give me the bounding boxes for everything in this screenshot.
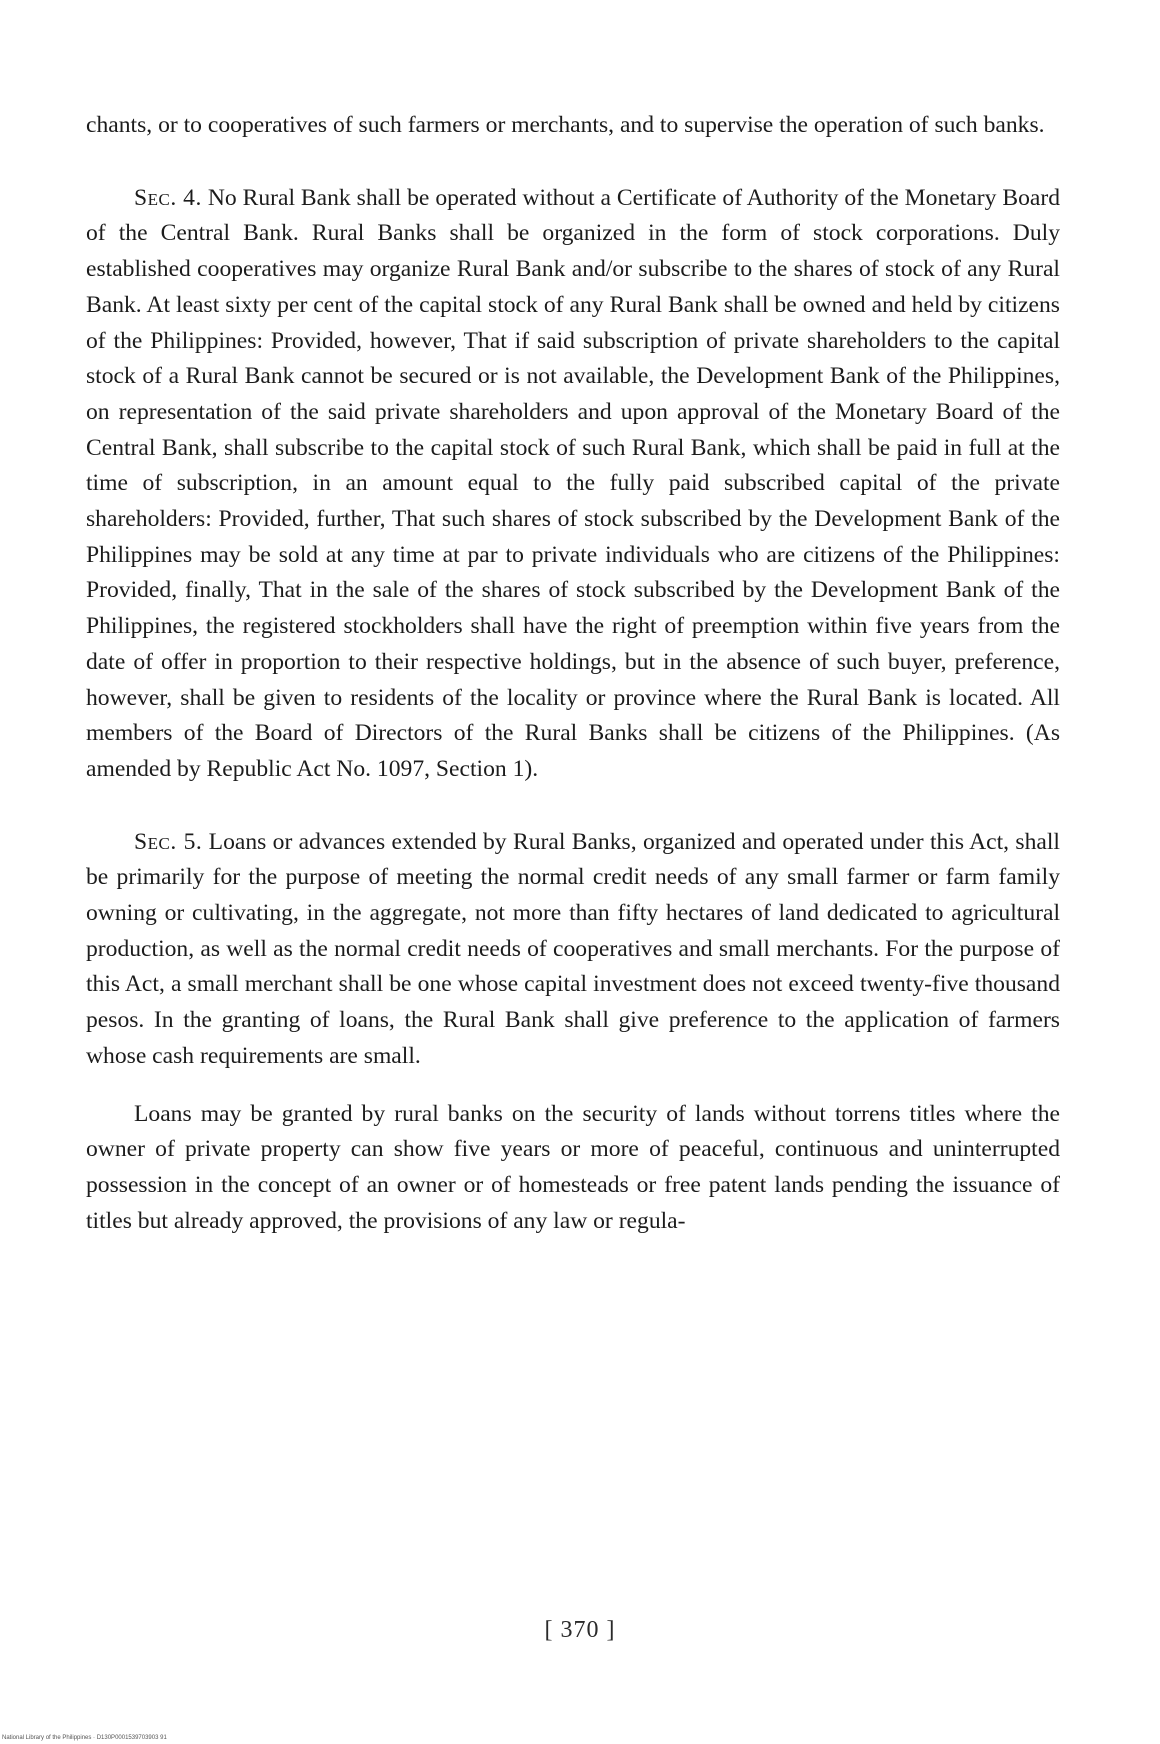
library-footer-note: National Library of the Philippines · D130P0001539703903 91: [2, 1735, 167, 1741]
section-5-label: Sec. 5.: [134, 828, 203, 855]
section-4-label: Sec. 4.: [134, 184, 202, 211]
document-page: [86, 108, 1060, 1239]
section-5-paragraph: [86, 825, 1060, 1075]
continuation-paragraph: chants, or to cooperatives of such farmers or merchants, and to supervise the operation of such banks.: [86, 112, 1045, 138]
section-4-paragraph: [86, 181, 1060, 788]
page-number: [ 370 ]: [544, 1617, 616, 1643]
section-5-text: Loans or advances extended by Rural Banks, organized and operated under this Act, shall be primarily for the purpose of meeting the normal credit needs of any small farmer or farm family owning or cultivating, in the aggregate, not more than fifty hectares of land dedicated to agricultural production, as well as the normal credit needs of cooperatives and small merchants. For the purpose of this Act, a small merchant shall be one whose capital investment does not exceed twenty-five thousand pesos. In the granting of loans, the Rural Bank shall give preference to the application of farmers whose cash requirements are small.: [86, 828, 1060, 1069]
section-4-text: No Rural Bank shall be operated without a Certificate of Authority of the Monetary Board of the Central Bank. Rural Banks shall be organized in the form of stock corporations. Duly established cooperatives may organize Rural Bank and/or subscribe to the shares of stock of any Rural Bank. At least sixty per cent of the capital stock of any Rural Bank shall be owned and held by citizens of the Philippines: Provided, however, That if said subscription of private shareholders to the capital stock of a Rural Bank cannot be secured or is not available, the Development Bank of the Philippines, on representation of the said private shareholders and upon approval of the Monetary Board of the Central Bank, shall subscribe to the capital stock of such Rural Bank, which shall be paid in full at the time of subscription, in an amount equal to the fully paid subscribed capital of the private shareholders: Provided, further, That such shares of stock subscribed by the Development Bank of the Philippines may be sold at any time at par to private individuals who are citizens of the Philippines: Provided, finally, That in the sale of the shares of stock subscribed by the Development Bank of the Philippines, the registered stockholders shall have the right of preemption within five years from the date of offer in proportion to their respective holdings, but in the absence of such buyer, preference, however, shall be given to residents of the locality or province where the Rural Bank is located. All members of the Board of Directors of the Rural Banks shall be citizens of the Philippines. (As amended by Republic Act No. 1097, Section 1).: [86, 184, 1060, 782]
loans-paragraph: Loans may be granted by rural banks on the security of lands without torrens titles where the owner of private property can show five years or more of peaceful, continuous and uninterrupted possession in the concept of an owner or of homesteads or free patent lands pending the issuance of titles but already approved, the provisions of any law or regula-: [86, 1100, 1060, 1234]
